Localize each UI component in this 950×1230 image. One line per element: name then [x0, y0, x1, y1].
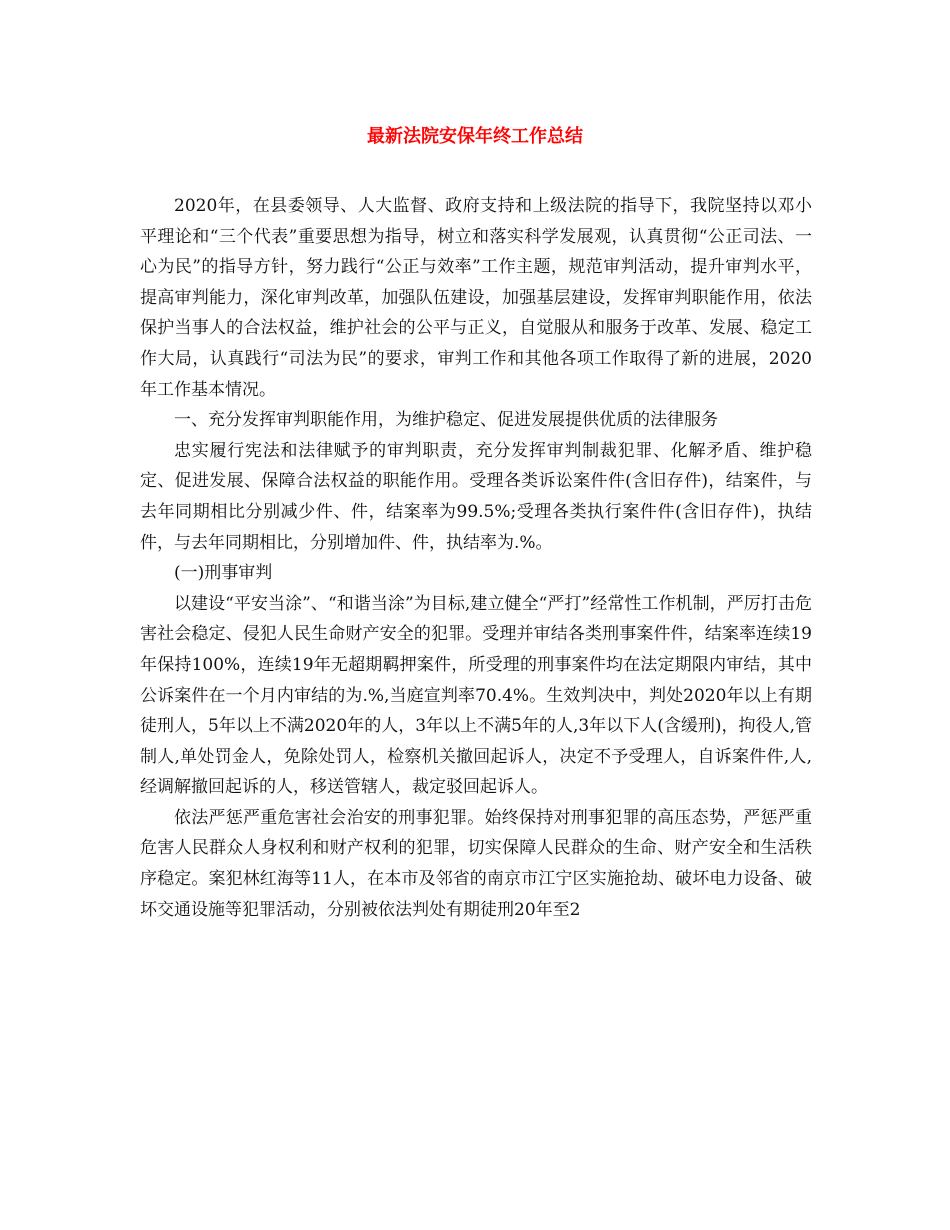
paragraph: 2020年，在县委领导、人大监督、政府支持和上级法院的指导下，我院坚持以邓小平理论和“三个代表”重要思想为指导，树立和落实科学发展观，认真贯彻“公正司法、一心为民”的指导方针，努力践行“公正与效率”工作主题，规范审判活动，提升审判水平，提高审判能力，深化审判改革，加强队伍建设，加强基层建设，发挥审判职能作用，依法保护当事人的合法权益，维护社会的公平与正义，自觉服从和服务于改革、发展、稳定工作大局，认真践行“司法为民”的要求，审判工作和其他各项工作取得了新的进展，2020年工作基本情况。 [140, 196, 812, 400]
document-body [140, 191, 812, 925]
paragraph: 以建设“平安当涂”、“和谐当涂”为目标,建立健全“严打”经常性工作机制，严厉打击危害社会稳定、侵犯人民生命财产安全的犯罪。受理并审结各类刑事案件件，结案率连续19年保持100%，连续19年无超期羁押案件，所受理的刑事案件均在法定期限内审结，其中公诉案件在一个月内审结的为.%,当庭宣判率70.4%。生效判决中，判处2020年以上有期徒刑人，5年以上不满2020年的人，3年以上不满5年的人,3年以下人(含缓刑)，拘役人,管制人,单处罚金人，免除处罚人，检察机关撤回起诉人，决定不予受理人，自诉案件件,人,经调解撤回起诉的人，移送管辖人，裁定驳回起诉人。 [140, 593, 812, 798]
subsection-heading: (一)刑事审判 [174, 563, 273, 584]
section-heading: 一、充分发挥审判职能作用，为维护稳定、促进发展提供优质的法律服务 [174, 410, 718, 431]
paragraph: 依法严惩严重危害社会治安的刑事犯罪。始终保持对刑事犯罪的高压态势，严惩严重危害人民群众人身权利和财产权利的犯罪，切实保障人民群众的生命、财产安全和生活秩序稳定。案犯林红海等11人，在本市及邻省的南京市江宁区实施抢劫、破坏电力设备、破坏交通设施等犯罪活动，分别被依法判处有期徒刑20年至2 [140, 807, 812, 920]
paragraph: 忠实履行宪法和法律赋予的审判职责，充分发挥审判制裁犯罪、化解矛盾、维护稳定、促进发展、保障合法权益的职能作用。受理各类诉讼案件件(含旧存件)，结案件，与去年同期相比分别减少件、件，结案率为99.5%;受理各类执行案件件(含旧存件)，执结件，与去年同期相比，分别增加件、件，执结率为.%。 [140, 440, 812, 553]
document-title: 最新法院安保年终工作总结 [367, 126, 583, 147]
